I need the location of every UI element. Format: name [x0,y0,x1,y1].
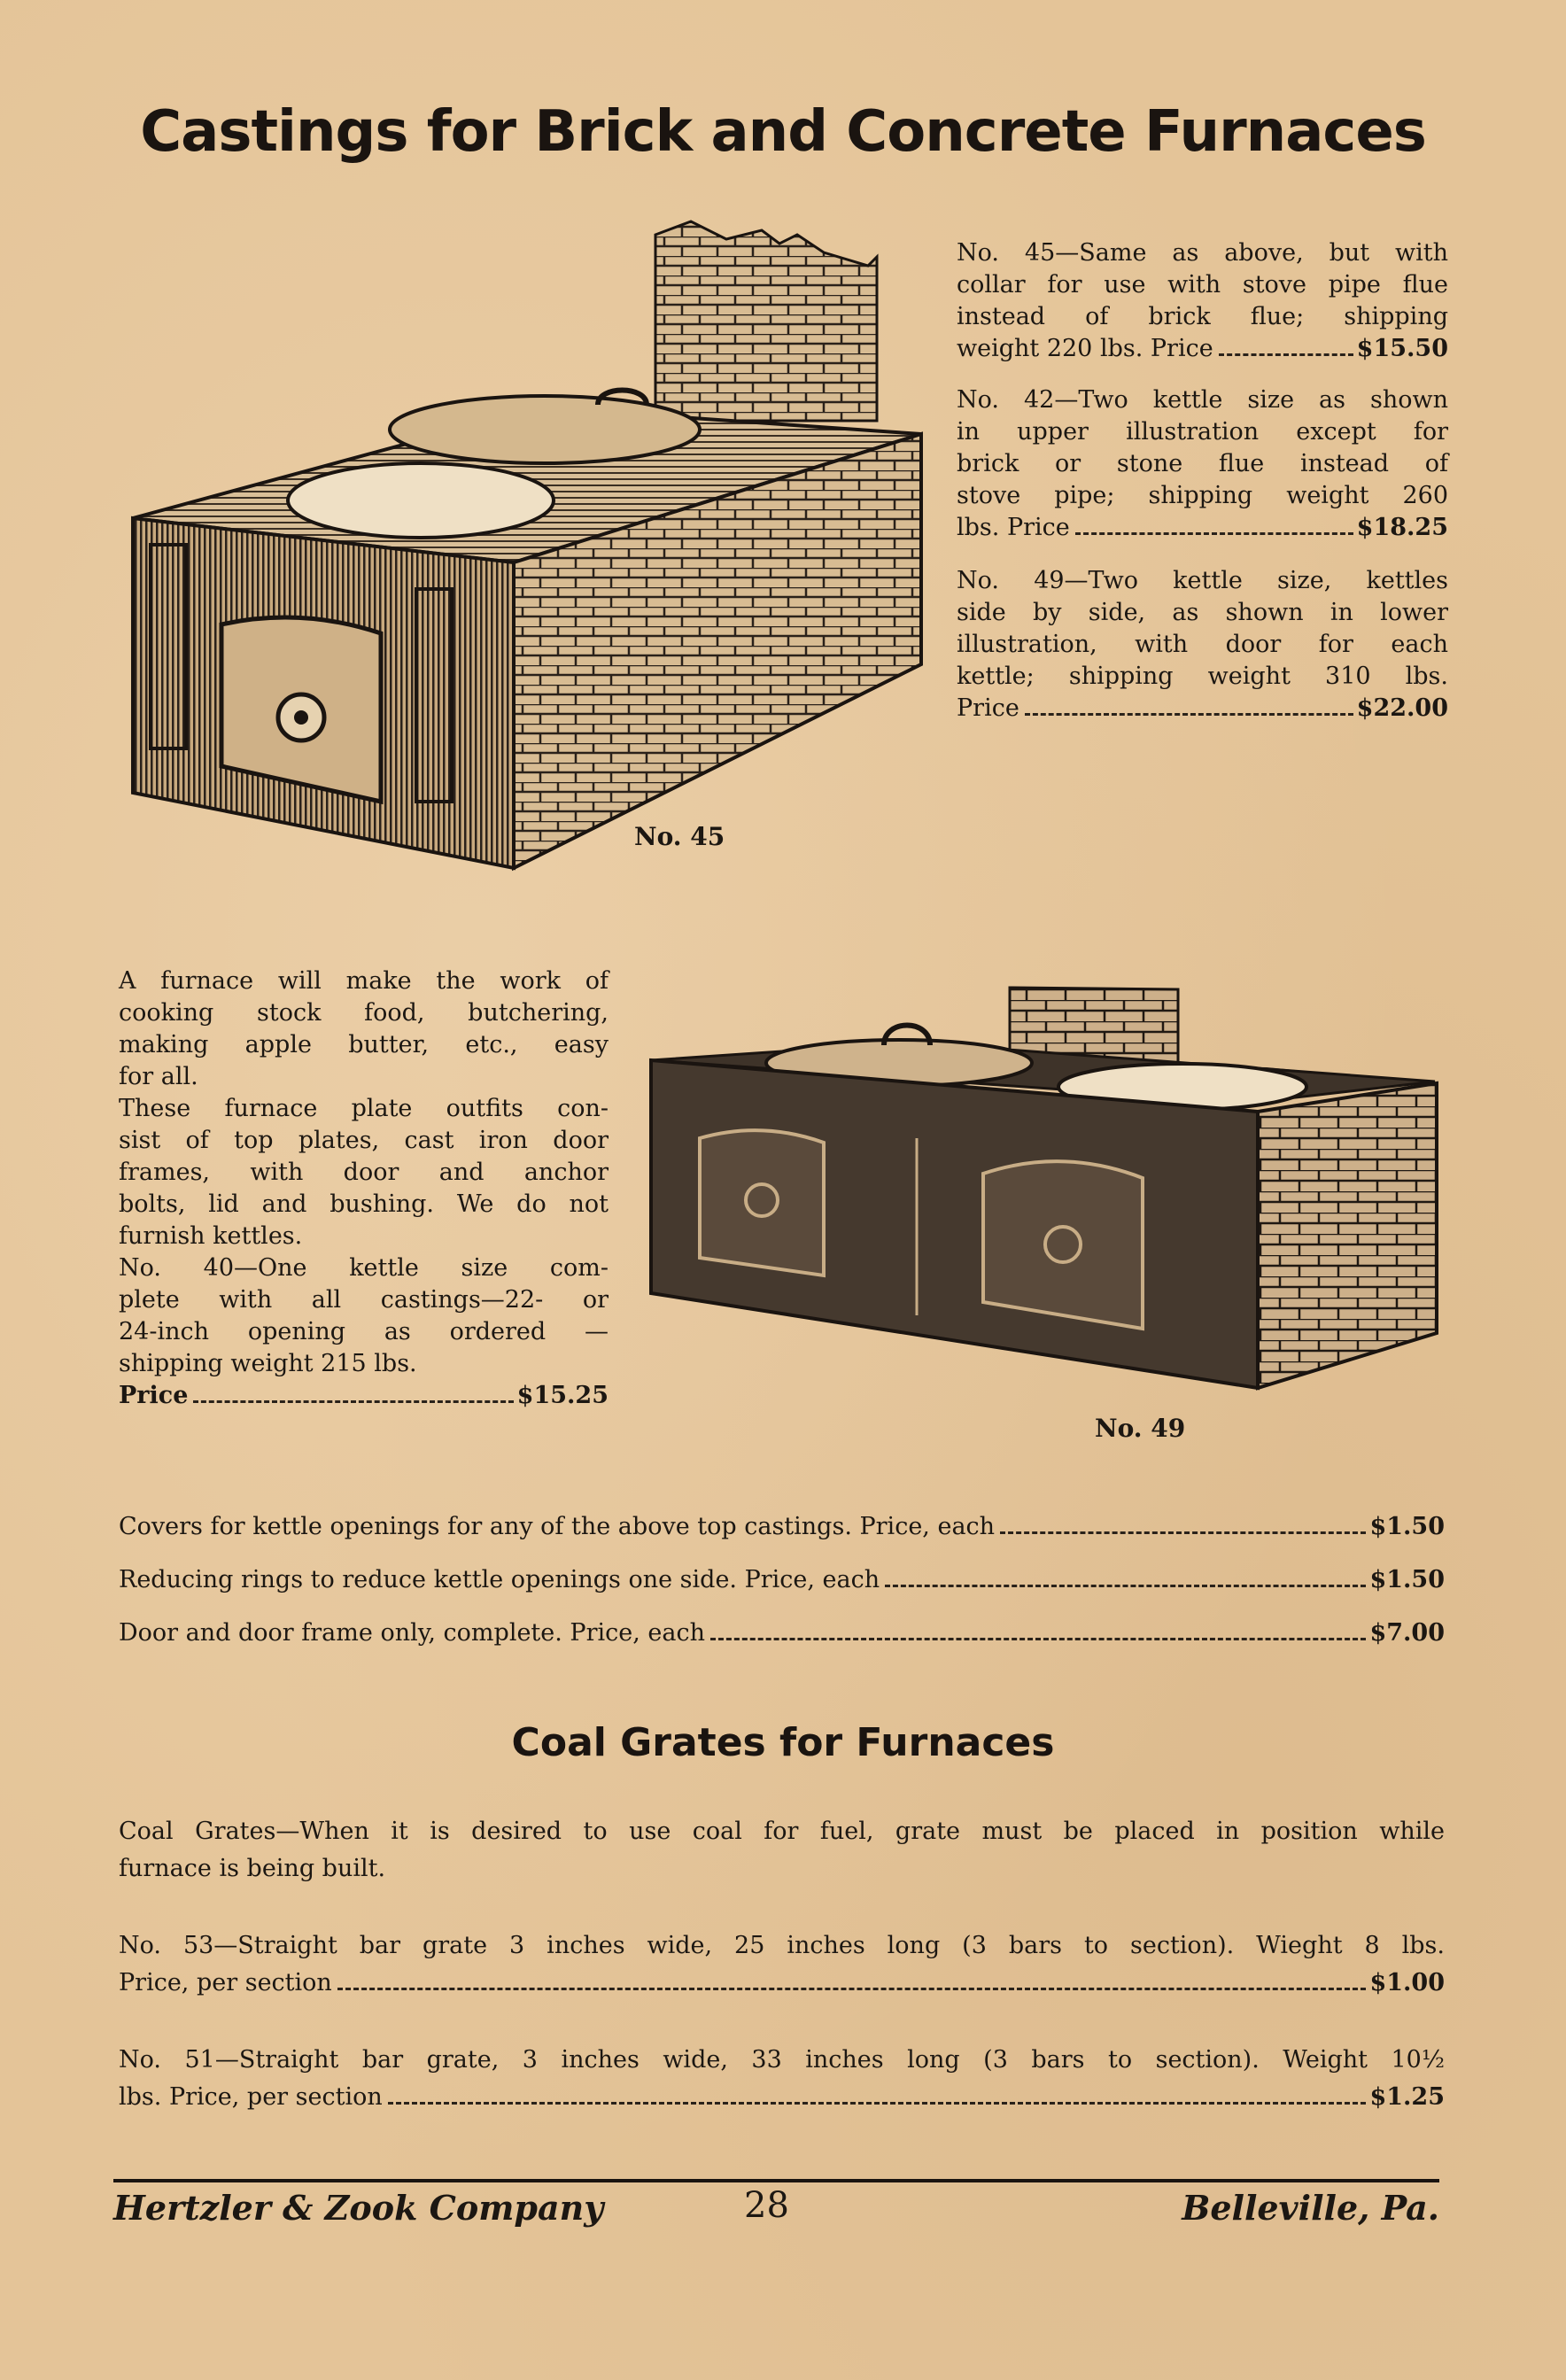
coal-grates-heading: Coal Grates for Furnaces [511,1720,1055,1765]
accessory-row: Reducing rings to reduce kettle openings one side. Price, each $1.50 [119,1566,1445,1593]
figure-45-caption: No. 45 [634,822,725,851]
accessory-row: Door and door frame only, complete. Price, each $7.00 [119,1619,1445,1647]
item-42-line: stove pipe; shipping weight 260 [957,482,1448,509]
item-45-line: instead of brick flue; shipping [957,303,1448,330]
item-42-price: $18.25 [1356,514,1448,541]
item-45-price: $15.50 [1356,335,1448,362]
grate-53-price: $1.00 [1369,1969,1445,1996]
accessory-price: $1.50 [1369,1566,1445,1593]
grate-51-price: $1.25 [1369,2083,1445,2111]
footer-company: Hertzler & Zook Company [113,2188,604,2228]
item-45-line: No. 45—Same as above, but with [957,239,1448,267]
item-40-price-row: Price $15.25 [119,1380,609,1412]
intro-paragraph: A furnace will make the work of cooking stock food, butchering, making apple butter, etc., easy for all. These furnace plate outfits con- sist of top plates, cast iron door frames, with door and anchor bolts, lid and bushing. We do not furnish kettles. No. 40—One kettle size com- plete with all castings—22- or 24-inch opening as ordered — shipping weight 215 lbs. Price $15.25 [119,965,609,1412]
item-42-description [957,384,1448,544]
item-49-price: $22.00 [1356,694,1448,722]
page-number: 28 [744,2185,789,2226]
item-49-line: kettle; shipping weight 310 lbs. [957,663,1448,690]
item-42-line: brick or stone flue instead of [957,450,1448,477]
grate-51-item: No. 51—Straight bar grate, 3 inches wide, 33 inches long (3 bars to section). Weight 10½ lbs. Price, per section $1.25 [119,2042,1445,2116]
item-40-price: $15.25 [516,1382,609,1409]
accessories-list [119,1513,1445,1672]
footer-location: Belleville, Pa. [1182,2188,1439,2228]
grate-53-item: No. 53—Straight bar grate 3 inches wide, 25 inches long (3 bars to section). Wieght 8 lbs. Price, per section $1.00 [119,1927,1445,2002]
item-45-price-row: weight 220 lbs. Price $15.50 [957,333,1448,365]
item-42-price-row: lbs. Price $18.25 [957,512,1448,544]
item-45-line: collar for use with stove pipe flue [957,271,1448,298]
item-42-line: in upper illustration except for [957,418,1448,446]
item-49-price-row: Price $22.00 [957,693,1448,725]
item-45-description [957,237,1448,365]
item-49-line: No. 49—Two kettle size, kettles [957,567,1448,594]
item-49-description [957,565,1448,725]
furnace-49-illustration [647,979,1444,1395]
item-49-line: side by side, as shown in lower [957,599,1448,626]
item-42-line: No. 42—Two kettle size as shown [957,386,1448,414]
page-title: Castings for Brick and Concrete Furnaces [140,99,1426,165]
item-49-line: illustration, with door for each [957,631,1448,658]
accessory-price: $1.50 [1369,1513,1445,1540]
accessory-price: $7.00 [1369,1619,1445,1647]
furnace-45-illustration [124,217,930,872]
footer-rule [113,2179,1439,2182]
coal-intro: Coal Grates—When it is desired to use coal for fuel, grate must be placed in position while furnace is being built. [119,1818,1445,1882]
figure-49-caption: No. 49 [1095,1414,1186,1443]
accessory-row: Covers for kettle openings for any of the above top castings. Price, each $1.50 [119,1513,1445,1540]
